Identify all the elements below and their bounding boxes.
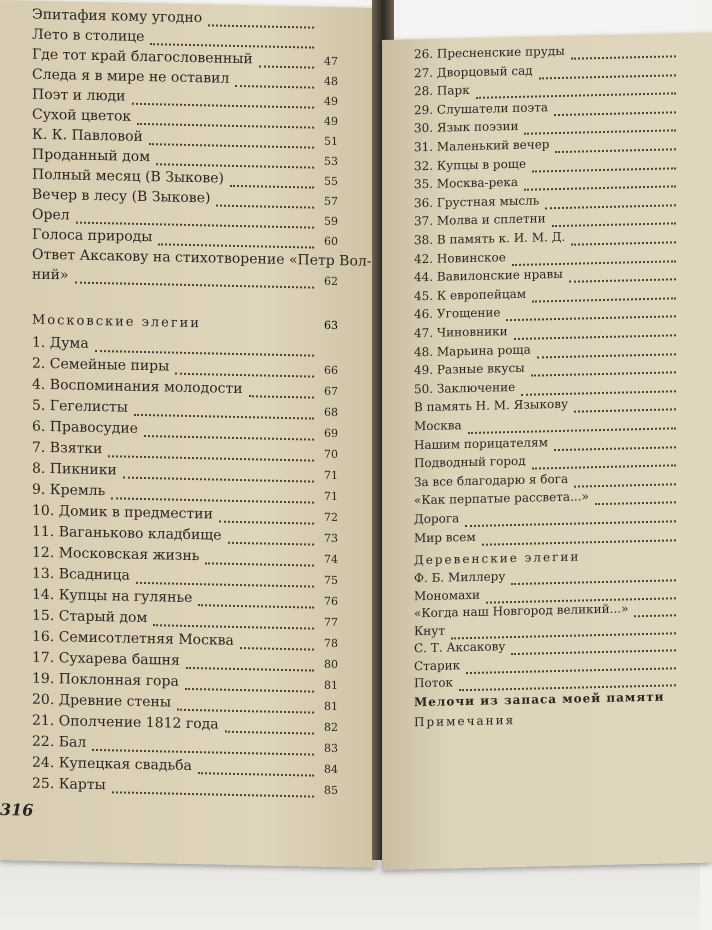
entry-title: 7. Взятки [32, 439, 103, 458]
entry-title: 50. Заключение [414, 379, 516, 397]
moscow-elegies-title: Московские элегии [32, 312, 201, 332]
entry-title: Москва [414, 418, 462, 434]
entry-title: 1. Дума [32, 334, 89, 352]
entry-page-number: 83 [324, 741, 338, 756]
entry-title: Ф. Б. Миллеру [414, 569, 506, 586]
entry-title: ний» [32, 266, 69, 284]
dot-leader [259, 64, 314, 68]
entry-title: Кнут [414, 623, 445, 638]
dot-leader [554, 110, 676, 116]
right-page [382, 33, 712, 870]
entry-page-number: 82 [324, 720, 338, 735]
entry-title: 48. Марьина роща [414, 342, 531, 359]
dot-leader [555, 147, 676, 153]
entry-page-number: 84 [324, 762, 338, 777]
dot-leader [571, 240, 676, 245]
moscow-elegies-page: 63 [324, 318, 338, 333]
dot-leader [240, 646, 314, 651]
village-elegies-title: Деревенские элегии [414, 549, 581, 568]
dot-leader [482, 538, 676, 545]
entry-page-number: 59 [324, 214, 338, 229]
entry-page-number: 57 [324, 194, 338, 209]
entry-page-number: 68 [324, 405, 338, 420]
dot-leader [75, 281, 314, 289]
entry-title: Мономахи [414, 587, 480, 603]
entry-title: 29. Слушатели поэта [414, 100, 548, 118]
entry-page-number: 55 [324, 174, 338, 189]
dot-leader [153, 623, 314, 629]
entry-title: 38. В память к. И. М. Д. [414, 229, 566, 248]
entry-title: 36. Грустная мысль [414, 193, 540, 211]
entry-title: 47. Чиновники [414, 324, 508, 341]
dot-leader [175, 372, 314, 378]
dot-leader [216, 204, 314, 209]
dot-leader [149, 142, 314, 148]
entry-title: Мир всем [414, 529, 476, 545]
entry-title: Старик [414, 657, 461, 673]
dot-leader [137, 122, 314, 129]
dot-leader [156, 162, 314, 168]
entry-title: 35. Москва-река [414, 175, 519, 192]
entry-title: 8. Пикники [32, 460, 117, 479]
entry-title: Проданный дом [32, 146, 151, 166]
entry-page-number: 49 [324, 94, 338, 109]
dot-leader [574, 408, 676, 413]
dot-leader [225, 730, 314, 735]
entry-title: 32. Купцы в роще [414, 156, 527, 173]
dot-leader [123, 476, 314, 483]
dot-leader [111, 496, 314, 503]
entry-title: 45. К европейцам [414, 286, 527, 304]
entry-page-number: 53 [324, 154, 338, 169]
entry-page-number: 51 [324, 134, 338, 149]
dot-leader [95, 349, 314, 357]
dot-leader [235, 84, 314, 89]
entry-title: Эпитафия кому угодно [32, 6, 203, 27]
dot-leader [185, 687, 314, 693]
entry-page-number: 81 [324, 678, 338, 693]
memoirs-title: Мелочи из запаса моей памяти [414, 689, 665, 710]
entry-page-number: 48 [324, 74, 338, 89]
entry-title: Полный месяц (В Зыкове) [32, 166, 224, 187]
dot-leader [198, 603, 314, 608]
entry-title: 27. Дворцовый сад [414, 63, 533, 80]
entry-title: 15. Старый дом [32, 607, 148, 627]
dot-leader [574, 482, 676, 487]
entry-page-number: 74 [324, 552, 338, 567]
entry-page-number: 70 [324, 447, 338, 462]
entry-title: Голоса природы [32, 226, 153, 246]
entry-title: 28. Парк [414, 83, 470, 99]
entry-page-number: 71 [324, 468, 338, 483]
entry-page-number: 49 [324, 114, 338, 129]
entry-title: В память Н. М. Языкову [414, 397, 569, 415]
dot-leader [112, 790, 314, 797]
entry-page-number: 75 [324, 573, 338, 588]
entry-title: 13. Всадница [32, 565, 130, 584]
dot-leader [198, 771, 314, 776]
entry-title: 12. Московская жизнь [32, 544, 200, 565]
entry-title: Подводный город [414, 453, 526, 471]
entry-page-number: 78 [324, 636, 338, 651]
page-number: 316 [0, 800, 34, 820]
entry-title: 11. Ваганьково кладбище [32, 523, 222, 544]
dot-leader [569, 278, 676, 283]
dot-leader [208, 23, 314, 28]
dot-leader [150, 42, 314, 48]
entry-page-number: 71 [324, 489, 338, 504]
entry-title: Поток [414, 675, 454, 691]
entry-page-number: 72 [324, 510, 338, 525]
entry-title: Лето в столице [32, 26, 145, 46]
entry-title: К. К. Павловой [32, 126, 143, 145]
entry-title: 24. Купецкая свадьба [32, 754, 192, 775]
entry-page-number: 60 [324, 234, 338, 249]
entry-page-number: 47 [324, 54, 338, 69]
left-page [0, 0, 376, 868]
entry-title: Ответ Аксакову на стихотворение «Петр Вол- [32, 246, 372, 270]
dot-leader [177, 708, 314, 714]
entry-title: 31. Маленький вечер [414, 137, 550, 155]
entry-page-number: 69 [324, 426, 338, 441]
entry-page-number: 66 [324, 363, 338, 378]
entry-page-number: 77 [324, 615, 338, 630]
entry-title: Вечер в лесу (В Зыкове) [32, 186, 211, 207]
entry-title: 30. Язык поэзии [414, 119, 519, 136]
dot-leader [144, 434, 314, 441]
entry-title: Следа я в мире не оставил [32, 66, 230, 87]
entry-title: 4. Воспоминания молодости [32, 376, 243, 398]
entry-page-number: 80 [324, 657, 338, 672]
entry-title: 49. Разные вкусы [414, 360, 525, 378]
dot-leader [132, 102, 315, 109]
entry-title: 17. Сухарева башня [32, 649, 180, 669]
dot-leader [595, 501, 676, 506]
entry-title: «Как перпатые рассвета...» [414, 489, 589, 508]
entry-title: 46. Угощение [414, 305, 501, 322]
dot-leader [219, 520, 314, 525]
dot-leader [186, 666, 314, 672]
entry-title: Где тот край благословенный [32, 46, 253, 68]
dot-leader [228, 541, 314, 546]
entry-title: 26. Пресненские пруды [414, 43, 565, 62]
entry-title: Сухой цветок [32, 106, 132, 125]
dot-leader [136, 581, 314, 588]
entry-title: 25. Карты [32, 775, 106, 794]
entry-title: За все благодарю я бога [414, 471, 569, 490]
entry-title: 16. Семисотлетняя Москва [32, 628, 234, 649]
entry-title: 22. Бал [32, 733, 87, 751]
dot-leader [92, 748, 314, 756]
dot-leader [634, 613, 676, 617]
entry-title: 21. Ополчение 1812 года [32, 712, 219, 733]
entry-page-number: 67 [324, 384, 338, 399]
entry-title: Поэт и люди [32, 86, 126, 105]
entry-page-number: 62 [324, 274, 338, 289]
entry-page-number: 85 [324, 783, 338, 798]
dot-leader [249, 394, 314, 398]
entry-title: 6. Правосудие [32, 418, 138, 437]
dot-leader [571, 54, 676, 59]
dot-leader [230, 184, 314, 189]
entry-title: 37. Молва и сплетни [414, 211, 546, 229]
entry-page-number: 81 [324, 699, 338, 714]
entry-page-number: 73 [324, 531, 338, 546]
entry-title: 2. Семейные пиры [32, 355, 170, 375]
entry-title: 19. Поклонная гора [32, 670, 179, 690]
dot-leader [108, 454, 314, 461]
entry-page-number: 76 [324, 594, 338, 609]
entry-title: Дорога [414, 511, 460, 527]
notes-title: Примечания [414, 712, 516, 730]
entry-title: 9. Кремль [32, 481, 106, 500]
entry-title: 44. Вавилонские нравы [414, 267, 563, 285]
entry-title: 42. Новинское [414, 249, 506, 266]
dot-leader [552, 222, 676, 228]
entry-title: Нашим порицателям [414, 434, 548, 452]
entry-title: Орел [32, 206, 70, 224]
dot-leader [134, 413, 314, 420]
entry-title: С. Т. Аксакову [414, 639, 506, 656]
entry-title: 5. Гегелисты [32, 397, 128, 416]
dot-leader [205, 561, 314, 566]
entry-title: 10. Домик в предместии [32, 502, 213, 523]
entry-title: «Когда наш Новгород великий...» [414, 601, 629, 621]
dot-leader [158, 242, 314, 248]
dot-leader [554, 445, 676, 451]
entry-title: 20. Древние стены [32, 691, 171, 711]
entry-title: 14. Купцы на гулянье [32, 586, 193, 607]
